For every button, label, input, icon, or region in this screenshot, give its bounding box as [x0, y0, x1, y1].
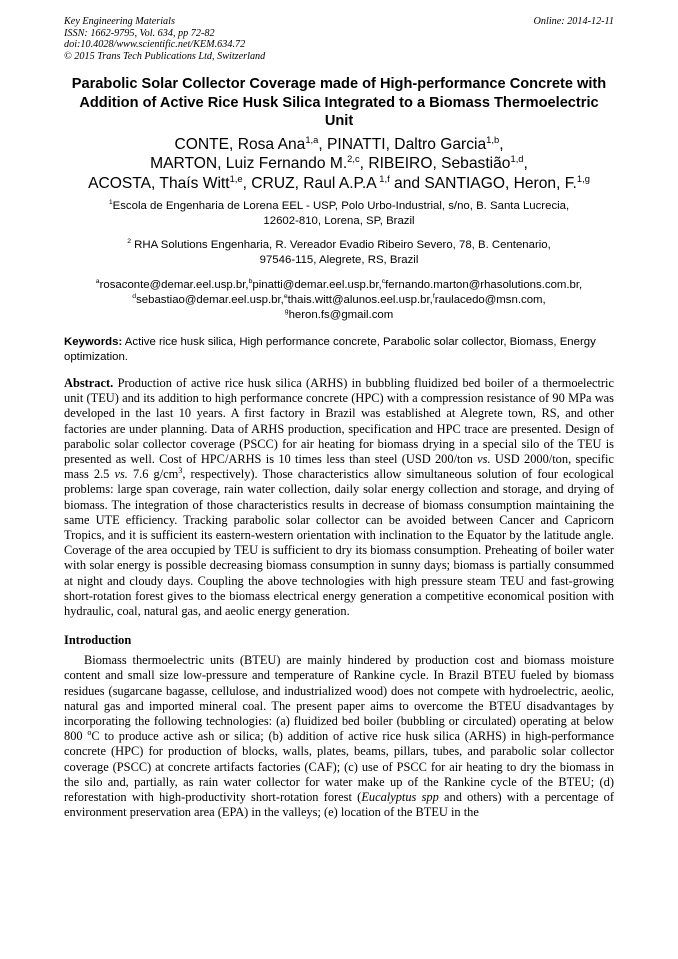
section-heading-introduction: Introduction	[64, 633, 132, 648]
email: $^c$fernando.marton@rhasolutions.com.br,	[381, 278, 583, 291]
abstract-label: Abstract.	[64, 376, 114, 390]
copyright-line: © 2015 Trans Tech Publications Ltd, Switzerland	[64, 50, 266, 62]
email: $^e$thais.witt@alunos.eel.usp.br,	[283, 293, 433, 306]
issn-line: ISSN: 1662-9795, Vol. 634, pp 72-82	[64, 27, 215, 39]
author-list: CONTE, Rosa Ana$^{1,a}$, PINATTI, Daltro Garcia$^{1,b}$, MARTON, Luiz Fernando M.$^{2,c}$, RIBEIRO, Sebastião$^{1,d}$, ACOSTA, Thaís Witt$^{1,e}$, CRUZ, Raul A.P.A $^{1,f}$ and SANTIAGO, Heron, F.$^{1,g}$	[88, 134, 590, 192]
email: $^d$sebastiao@demar.eel.usp.br,	[132, 293, 284, 306]
abstract: Abstract. Production of active rice husk silica (ARHS) in bubbling fluidized bed boiler of a thermoelectric unit (TEU) and its addition to high performance concrete (HPC) with a compression resistance of 90 MPa was developed in the last 10 years. A first factory in Brazil was established at Alegrete town, RS, and other factories are under planning. Data of ARHS production, specification and HPC trace are presented. Design of parabolic solar collector coverage (PSCC) for air heating for biomass drying in a special silo of the TEU is presented as well. Cost of HPC/ARHS is 10 times less than steel (USD 200/ton vs. USD 2000/ton, specific mass 2.5 vs. 7.6 $g/cm^3$, respectively). Those characteristics allow simultaneous solution of four ecological problems: large span coverage, rain water collection, daily solar energy collection and storage, and drying of biomass. The integration of those characteristics results in decrease of biomass consumption maintaining the same UTE efficiency. Tracking parabolic solar collector can be avoided between Cancer and Capricorn Tropics, and it is sufficient its eastern-western orientation with inclination to the Equator by the latitude angle. Coverage of the area occupied by TEU is sufficient to dry its biomass consumption. Preheating of boiler water with solar energy is possible decreasing biomass consumption in sunny days; biomass is partially consummed at night and cloudy days. Coupling the above technologies with high pressure steam TEU and fast-growing short-rotation forest gives to the biomass electrical energy generation a competitive economical position with hydraulic, coal, natural gas, and aeolic energy generation.	[64, 376, 615, 619]
paper-title: Parabolic Solar Collector Coverage made of High-performance Concrete with Addition of Active Rice Husk Silica Integrated to a Biomass Thermoelectric Unit	[71, 76, 607, 129]
author: PINATTI, Daltro Garcia$^{1,b}$	[327, 134, 500, 153]
email: $^f$raulacedo@msn.com,	[432, 293, 546, 306]
author: RIBEIRO, Sebastião$^{1,d}$	[368, 153, 524, 172]
author: ACOSTA, Thaís Witt$^{1,e}$	[88, 173, 243, 192]
doi-line: doi:10.4028/www.scientific.net/KEM.634.72	[64, 39, 246, 50]
email: $^a$rosaconte@demar.eel.usp.br,	[95, 278, 249, 291]
online-date: Online: 2014-12-11	[533, 16, 614, 27]
affiliation-2: $^2$ RHA Solutions Engenharia, R. Vereador Evadio Ribeiro Severo, 78, B. Centenario, 97546-115, Alegrete, RS, Brazil	[127, 238, 551, 266]
author: CONTE, Rosa Ana$^{1,a}$	[174, 134, 319, 153]
running-header	[64, 16, 614, 62]
author-emails	[64, 278, 614, 323]
introduction-paragraph: Biomass thermoelectric units (BTEU) are mainly hindered by production cost and biomass moisture content and small size low-pressure and temperature of Rankine cycle. In Brazil BTEU fueled by biomass residues (sugarcane bagasse, cellulose, and industrialized wood) does not compete with hydroelectric, aeolic, natural gas and imported mineral coal. The present paper aims to overcome the BTEU disadvantages by incorporating the following technologies: (a) fluidized bed boiler (bubbling or circulated) operating at below 800 $^o$C to produce active ash or silica; (b) addition of active rice husk silica (ARHS) in high-performance concrete (HPC) for production of blocks, walls, plates, beams, pillars, tubes, and parabolic solar collector coverage (PSCC) at concrete artifacts factories (CAF); (c) use of PSCC for air heating to dry the biomass in the silo and, partially, as rain water collector for water make up of the Rankine cycle of the BTEU; (d) reforestation with high-productivity short-rotation forest (Eucalyptus spp and others) with a percentage of environment preservation area (EPA) in the valleys; (e) location of the BTEU in the	[64, 653, 614, 820]
author: MARTON, Luiz Fernando M.$^{2,c}$	[150, 153, 360, 172]
affiliation-1: $^1$Escola de Engenharia de Lorena EEL - USP, Polo Urbo-Industrial, s/no, B. Santa Lucrecia, 12602-810, Lorena, SP, Brazil	[108, 199, 570, 227]
publication-info	[64, 16, 265, 62]
author: SANTIAGO, Heron, F.$^{1,g}$	[424, 173, 590, 192]
keywords	[64, 335, 614, 365]
keywords-label: Keywords:	[64, 336, 123, 348]
keywords-text: Active rice husk silica, High performance concrete, Parabolic solar collector, Biomass, Energy optimization.	[64, 336, 596, 363]
email: $^b$pinatti@demar.eel.usp.br,	[248, 278, 382, 291]
email: $^g$heron.fs@gmail.com	[284, 308, 394, 321]
journal-name: Key Engineering Materials	[64, 16, 175, 27]
author: CRUZ, Raul A.P.A $^{1,f}$	[251, 173, 390, 192]
